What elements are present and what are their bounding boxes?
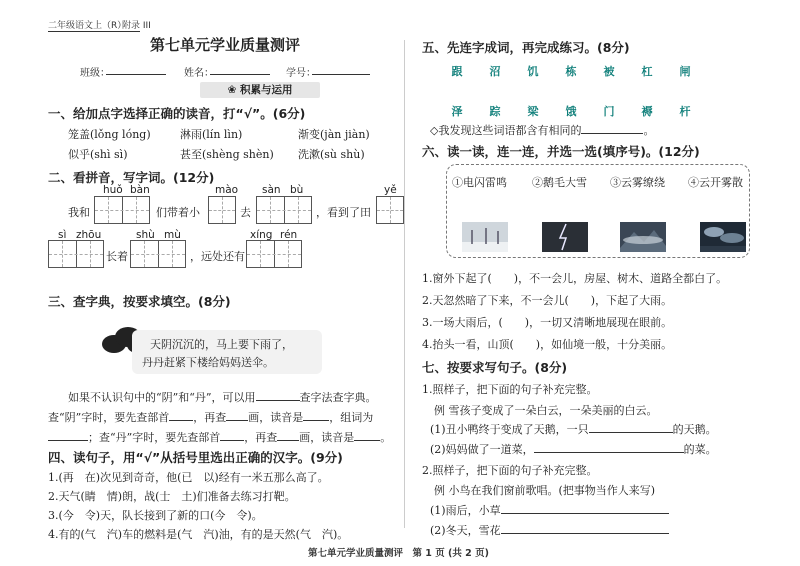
q3-heading: 三、查字典，按要求填空。(8分) <box>48 294 231 309</box>
q1-item[interactable]: 甚至(shèng shèn) <box>180 148 274 161</box>
q2-text: ，远处还有 <box>190 250 245 263</box>
char-item[interactable]: 饿 <box>565 105 577 118</box>
char-item[interactable]: 褥 <box>641 105 653 118</box>
banner-label: 积累与运用 <box>239 84 293 96</box>
option-label: ①电闪雷鸣 <box>452 176 507 189</box>
q4-item[interactable]: 4.有的(气 汽)车的燃料是(气 汽)油，有的是天然(气 汽)。 <box>48 528 349 541</box>
char-item[interactable]: 栋 <box>565 65 577 78</box>
lightning-picture[interactable] <box>542 222 588 252</box>
snow-picture[interactable] <box>462 222 508 252</box>
q7-example: 例 雪孩子变成了一朵白云，一朵美丽的白云。 <box>434 404 658 417</box>
q7-example: 例 小鸟在我们窗前歌唱。(把事物当作人来写) <box>434 484 656 497</box>
char-item[interactable]: 梁 <box>527 105 539 118</box>
char-item[interactable]: 踪 <box>489 105 501 118</box>
q2-text: 去 <box>240 206 251 219</box>
pinyin-label: bàn <box>130 184 150 196</box>
q6-item[interactable]: 3.一场大雨后，( )，一切又清晰地展现在眼前。 <box>422 316 673 329</box>
quote-line: 丹丹赶紧下楼给妈妈送伞。 <box>142 356 274 369</box>
q5-heading: 五、先连字成词，再完成练习。(8分) <box>422 40 630 55</box>
q1-item[interactable]: 淋雨(lín lìn) <box>180 128 243 141</box>
page-title: 第七单元学业质量测评 <box>150 36 301 54</box>
answer-blank[interactable] <box>501 533 669 534</box>
pinyin-label: sì <box>58 229 67 241</box>
answer-blank[interactable] <box>220 440 244 441</box>
section-banner <box>200 82 320 98</box>
q7-line: (2)妈妈做了一道菜， 的菜。 <box>430 443 717 456</box>
pinyin-label: yě <box>384 184 397 196</box>
answer-blank[interactable] <box>169 420 193 421</box>
option-label: ③云雾缭绕 <box>610 176 665 189</box>
q7-line: (1)雨后，小草 <box>430 502 669 518</box>
writing-box[interactable] <box>256 196 312 224</box>
pinyin-label: mù <box>164 229 181 241</box>
appendix-label: 附录 III <box>122 21 151 31</box>
writing-box[interactable] <box>376 196 404 224</box>
answer-blank[interactable] <box>589 432 673 433</box>
name-field[interactable] <box>210 74 270 75</box>
q2-text: ，看到了田 <box>316 206 371 219</box>
q1-item[interactable]: 渐变(jàn jiàn) <box>298 128 370 141</box>
writing-box[interactable] <box>48 240 104 268</box>
q2-text: 我和 <box>68 206 90 219</box>
char-item[interactable]: 饥 <box>527 65 539 78</box>
q5-note: ◇我发现这些词语都含有相同的 。 <box>430 124 655 137</box>
q2-text: 长着 <box>106 250 128 263</box>
writing-box[interactable] <box>246 240 302 268</box>
q3-line: 查“阴”字时，要先查部首 ，再查 画，读音是 ，组词为 <box>48 411 374 424</box>
char-item[interactable]: 闸 <box>679 65 691 78</box>
answer-blank[interactable] <box>277 440 299 441</box>
pinyin-label: sàn <box>262 184 281 196</box>
mountain-mist-picture[interactable] <box>620 222 666 252</box>
char-item[interactable]: 杆 <box>679 105 691 118</box>
q6-item[interactable]: 2.天忽然暗了下来，不一会儿( )，下起了大雨。 <box>422 294 673 307</box>
q4-heading: 四、读句子，用“√”从括号里选出正确的汉字。(9分) <box>48 450 343 465</box>
q1-heading: 一、给加点字选择正确的读音，打“√”。(6分) <box>48 106 306 121</box>
pinyin-label: xíng <box>250 229 273 241</box>
q3-line: 如果不认识句中的“阴”和“丹”，可以用 查字法查字典。 <box>68 391 377 404</box>
pinyin-label: rén <box>280 229 298 241</box>
char-item[interactable]: 泽 <box>451 105 463 118</box>
q7-line: (1)丑小鸭终于变成了天鹅，一只 的天鹅。 <box>430 423 717 436</box>
pinyin-label: mào <box>215 184 239 196</box>
char-item[interactable]: 杠 <box>641 65 653 78</box>
char-item[interactable]: 门 <box>603 105 615 118</box>
q7-instruction: 2.照样子，把下面的句子补充完整。 <box>422 464 598 477</box>
answer-blank[interactable] <box>501 513 669 514</box>
char-item[interactable]: 跟 <box>451 65 463 78</box>
pinyin-label: bù <box>290 184 304 196</box>
clear-sky-picture[interactable] <box>700 222 746 252</box>
writing-box[interactable] <box>208 196 236 224</box>
char-item[interactable]: 沼 <box>489 65 501 78</box>
column-divider <box>404 40 405 528</box>
flower-icon: ❀ <box>227 84 240 96</box>
answer-blank[interactable] <box>581 133 643 134</box>
pinyin-label: huǒ <box>103 184 123 196</box>
word-row-bottom <box>438 100 704 119</box>
header-rule <box>48 31 140 32</box>
option-label: ②鹅毛大雪 <box>532 176 587 189</box>
pinyin-label: shù <box>136 229 155 241</box>
q2-text: 们带着小 <box>156 206 200 219</box>
id-field[interactable] <box>312 74 370 75</box>
answer-blank[interactable] <box>354 440 380 441</box>
q6-item[interactable]: 4.抬头一看，山顶( )，如仙境一般，十分美丽。 <box>422 338 673 351</box>
writing-box[interactable] <box>94 196 150 224</box>
q4-item[interactable]: 3.(今 令)天，队长接到了新的口(今 令)。 <box>48 509 263 522</box>
q1-item[interactable]: 洗漱(sù shù) <box>298 148 365 161</box>
writing-box[interactable] <box>130 240 186 268</box>
word-row-top <box>438 60 704 79</box>
q4-item[interactable]: 1.(再 在)次见到奇奇，他(已 以)经有一米五那么高了。 <box>48 471 329 484</box>
q7-heading: 七、按要求写句子。(8分) <box>422 360 568 375</box>
book-label: 二年级语文上（R） <box>48 21 127 31</box>
answer-blank[interactable] <box>256 400 300 401</box>
q1-item[interactable]: 笼盖(lǒng lóng) <box>68 128 151 141</box>
answer-blank[interactable] <box>534 452 684 453</box>
q7-line: (2)冬天，雪花 <box>430 522 669 538</box>
q6-item[interactable]: 1.窗外下起了( )，不一会儿，房屋、树木、道路全都白了。 <box>422 272 728 285</box>
id-label: 学号： <box>286 68 316 79</box>
q4-item[interactable]: 2.天气(睛 情)朗，战(士 土)们准备去练习打靶。 <box>48 490 296 503</box>
option-label: ④云开雾散 <box>688 176 743 189</box>
class-field[interactable] <box>106 74 166 75</box>
char-item[interactable]: 被 <box>603 65 615 78</box>
answer-blank[interactable] <box>48 440 88 441</box>
class-label: 班级： <box>80 68 110 79</box>
pinyin-label: zhōu <box>76 229 102 241</box>
name-label: 姓名： <box>184 68 214 79</box>
quote-line: 天阴沉沉的，马上要下雨了， <box>150 338 293 351</box>
q1-item[interactable]: 似乎(shì sì) <box>68 148 128 161</box>
page-footer: 第七单元学业质量测评 第 1 页 (共 2 页) <box>308 548 489 559</box>
q2-heading: 二、看拼音，写字词。(12分) <box>48 170 215 185</box>
q6-heading: 六、读一读，连一连，并选一选(填序号)。(12分) <box>422 144 700 159</box>
q7-instruction: 1.照样子，把下面的句子补充完整。 <box>422 383 598 396</box>
answer-blank[interactable] <box>303 420 329 421</box>
answer-blank[interactable] <box>226 420 248 421</box>
q3-line: ；查“丹”字时，要先查部首 ，再查 画，读音是 。 <box>48 429 391 445</box>
